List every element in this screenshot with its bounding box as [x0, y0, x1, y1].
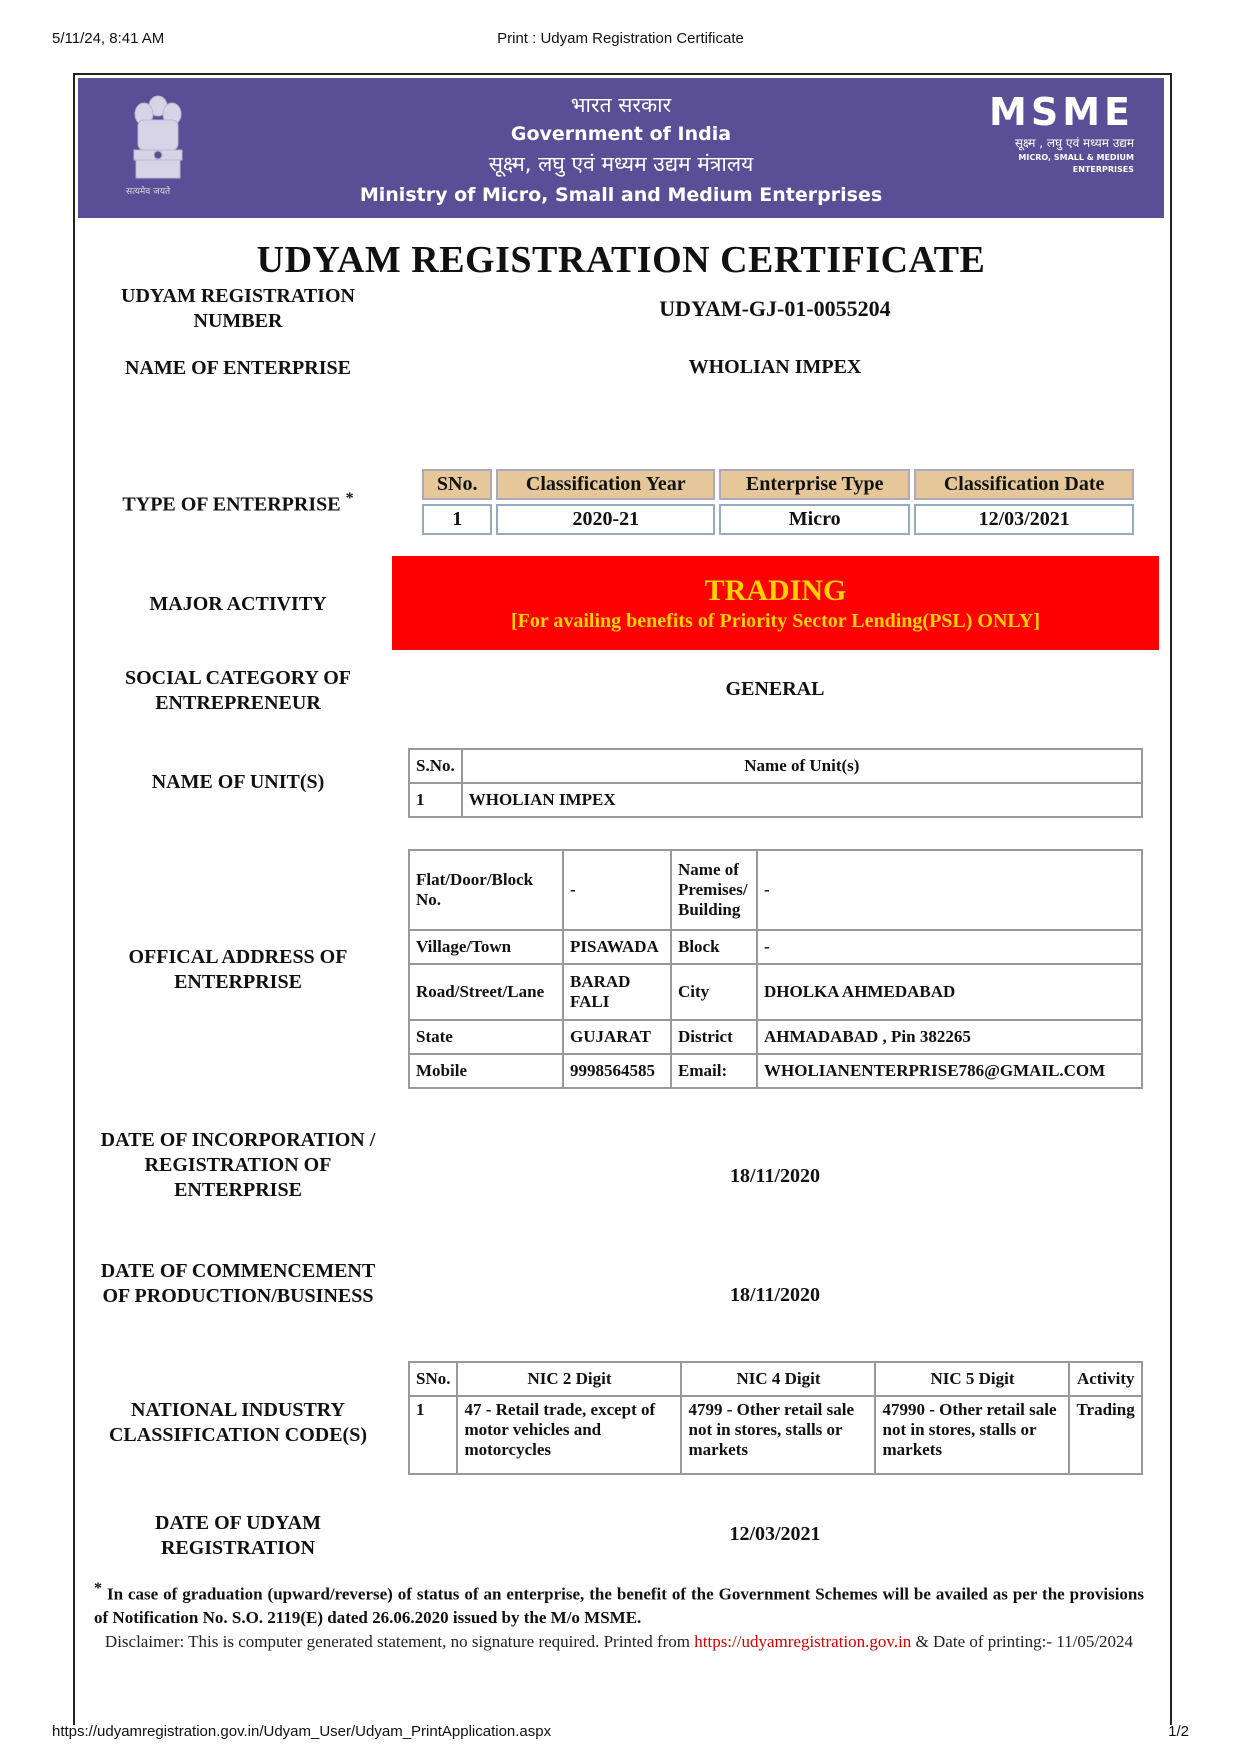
cell-sno: 1	[409, 783, 462, 817]
footnote	[94, 1577, 1144, 1629]
table-row	[422, 504, 1134, 535]
table-row	[409, 964, 1142, 1020]
disclaimer-text-1: Disclaimer: This is computer generated statement, no signature required. Printed from	[104, 1632, 695, 1651]
major-activity-box	[392, 556, 1159, 650]
cell-unit-name: WHOLIAN IMPEX	[462, 783, 1142, 817]
certificate-title: UDYAM REGISTRATION CERTIFICATE	[256, 239, 986, 281]
cell-nic2: 47 - Retail trade, except of motor vehicles and motorcycles	[457, 1396, 681, 1474]
cell-sno: 1	[422, 504, 492, 535]
table-row	[409, 1054, 1142, 1088]
banner-ministry: Ministry of Micro, Small and Medium Enterprises	[359, 184, 883, 206]
value-name: WHOLIAN IMPEX	[688, 356, 862, 378]
cell-activity: Trading	[1069, 1396, 1142, 1474]
nic-table	[408, 1361, 1143, 1475]
label-activity: MAJOR ACTIVITY	[149, 593, 327, 615]
enterprise-type-table	[418, 465, 1138, 539]
banner-govt: Government of India	[510, 123, 732, 145]
cell-block: -	[757, 930, 1142, 964]
disclaimer	[94, 1630, 1144, 1653]
cell-district-label: District	[671, 1020, 757, 1054]
table-row	[409, 1020, 1142, 1054]
table-header-row	[409, 749, 1142, 783]
header-enterprise-type: Enterprise Type	[719, 469, 910, 500]
cell-email-label: Email:	[671, 1054, 757, 1088]
cell-sno: 1	[409, 1396, 457, 1474]
cell-city: DHOLKA AHMEDABAD	[757, 964, 1142, 1020]
value-udyam-date: 12/03/2021	[729, 1523, 821, 1545]
cell-flat-label: Flat/Door/Block No.	[409, 850, 563, 930]
banner-hindi-ministry: सूक्ष्म, लघु एवं मध्यम उद्यम मंत्रालय	[488, 152, 754, 176]
header-nic4: NIC 4 Digit	[681, 1362, 875, 1396]
table-header-row	[422, 469, 1134, 500]
header-nic2: NIC 2 Digit	[457, 1362, 681, 1396]
cell-email: WHOLIANENTERPRISE786@GMAIL.COM	[757, 1054, 1142, 1088]
label-type-star: *	[345, 490, 354, 507]
cell-nic5: 47990 - Other retail sale not in stores, stalls or markets	[875, 1396, 1069, 1474]
activity-main: TRADING	[704, 574, 847, 607]
cell-village-label: Village/Town	[409, 930, 563, 964]
header-nic5: NIC 5 Digit	[875, 1362, 1069, 1396]
footnote-text: In case of graduation (upward/reverse) of status of an enterprise, the benefit of the Government Schemes will be availed as per the provisions of Notification No. S.O. 2119(E) dated 26.06.2020 issued by the M/o MSME.	[94, 1584, 1144, 1627]
header-activity: Activity	[1069, 1362, 1142, 1396]
header-sno: SNo.	[409, 1362, 457, 1396]
label-nic: NATIONAL INDUSTRY CLASSIFICATION CODE(S)	[108, 1399, 367, 1446]
label-incorporation: DATE OF INCORPORATION / REGISTRATION OF ENTERPRISE	[100, 1129, 376, 1201]
footnote-star: *	[94, 1580, 102, 1597]
cell-flat: -	[563, 850, 671, 930]
cell-classification-date: 12/03/2021	[914, 504, 1134, 535]
cell-mobile: 9998564585	[563, 1054, 671, 1088]
cell-premises-label: Name of Premises/ Building	[671, 850, 757, 930]
cell-premises: -	[757, 850, 1142, 930]
header-sno: SNo.	[422, 469, 492, 500]
banner-hindi-govt: भारत सरकार	[570, 93, 672, 117]
label-type-text: TYPE OF ENTERPRISE	[122, 493, 341, 516]
emblem-caption: सत्यमेव जयते	[126, 187, 171, 197]
value-commencement: 18/11/2020	[729, 1284, 820, 1306]
cell-state-label: State	[409, 1020, 563, 1054]
label-type	[88, 486, 388, 518]
cell-classification-year: 2020-21	[496, 504, 715, 535]
units-table	[408, 748, 1143, 818]
print-datetime: 5/11/24, 8:41 AM	[52, 30, 165, 47]
address-table	[408, 849, 1143, 1089]
cell-village: PISAWADA	[563, 930, 671, 964]
msme-hindi: सूक्ष्म , लघु एवं मध्यम उद्यम	[1014, 136, 1134, 150]
disclaimer-link[interactable]: https://udyamregistration.gov.in	[694, 1632, 912, 1651]
disclaimer-text-2: & Date of printing:- 11/05/2024	[911, 1632, 1134, 1651]
value-social: GENERAL	[725, 678, 825, 700]
cell-road-label: Road/Street/Lane	[409, 964, 563, 1020]
header-classification-year: Classification Year	[496, 469, 715, 500]
cell-district: AHMADABAD , Pin 382265	[757, 1020, 1142, 1054]
header-classification-date: Classification Date	[914, 469, 1134, 500]
label-udyam-date: DATE OF UDYAM REGISTRATION	[155, 1512, 321, 1559]
print-footer	[52, 1723, 1189, 1743]
header-unit-name: Name of Unit(s)	[462, 749, 1142, 783]
table-header-row	[409, 1362, 1142, 1396]
print-page-title: Print : Udyam Registration Certificate	[497, 30, 744, 47]
table-row	[409, 850, 1142, 930]
ministry-banner	[78, 78, 1164, 218]
cell-city-label: City	[671, 964, 757, 1020]
label-name: NAME OF ENTERPRISE	[125, 357, 351, 379]
cell-road: BARAD FALI	[563, 964, 671, 1020]
table-row	[409, 930, 1142, 964]
cell-state: GUJARAT	[563, 1020, 671, 1054]
label-social: SOCIAL CATEGORY OF ENTREPRENEUR	[125, 667, 351, 714]
msme-english: MICRO, SMALL & MEDIUM ENTERPRISES	[1018, 153, 1134, 174]
label-address: OFFICAL ADDRESS OF ENTERPRISE	[128, 946, 348, 993]
table-row	[409, 1396, 1142, 1474]
cell-block-label: Block	[671, 930, 757, 964]
activity-note: [For availing benefits of Priority Sector Lending(PSL) ONLY]	[510, 610, 1041, 632]
cell-nic4: 4799 - Other retail sale not in stores, stalls or markets	[681, 1396, 875, 1474]
msme-logo-text: MSME	[989, 90, 1134, 134]
table-row	[409, 783, 1142, 817]
msme-logo	[964, 90, 1134, 176]
cell-enterprise-type: Micro	[719, 504, 910, 535]
label-commencement: DATE OF COMMENCEMENT OF PRODUCTION/BUSINESS	[100, 1260, 376, 1307]
label-reg-no: UDYAM REGISTRATION NUMBER	[121, 285, 355, 332]
header-sno: S.No.	[409, 749, 462, 783]
label-units: NAME OF UNIT(S)	[151, 771, 325, 793]
value-reg-no: UDYAM-GJ-01-0055204	[659, 296, 891, 321]
print-header	[52, 30, 1189, 50]
print-page-number: 1/2	[1168, 1723, 1189, 1740]
cell-mobile-label: Mobile	[409, 1054, 563, 1088]
value-incorporation: 18/11/2020	[729, 1165, 820, 1187]
print-url: https://udyamregistration.gov.in/Udyam_User/Udyam_PrintApplication.aspx	[52, 1723, 552, 1740]
